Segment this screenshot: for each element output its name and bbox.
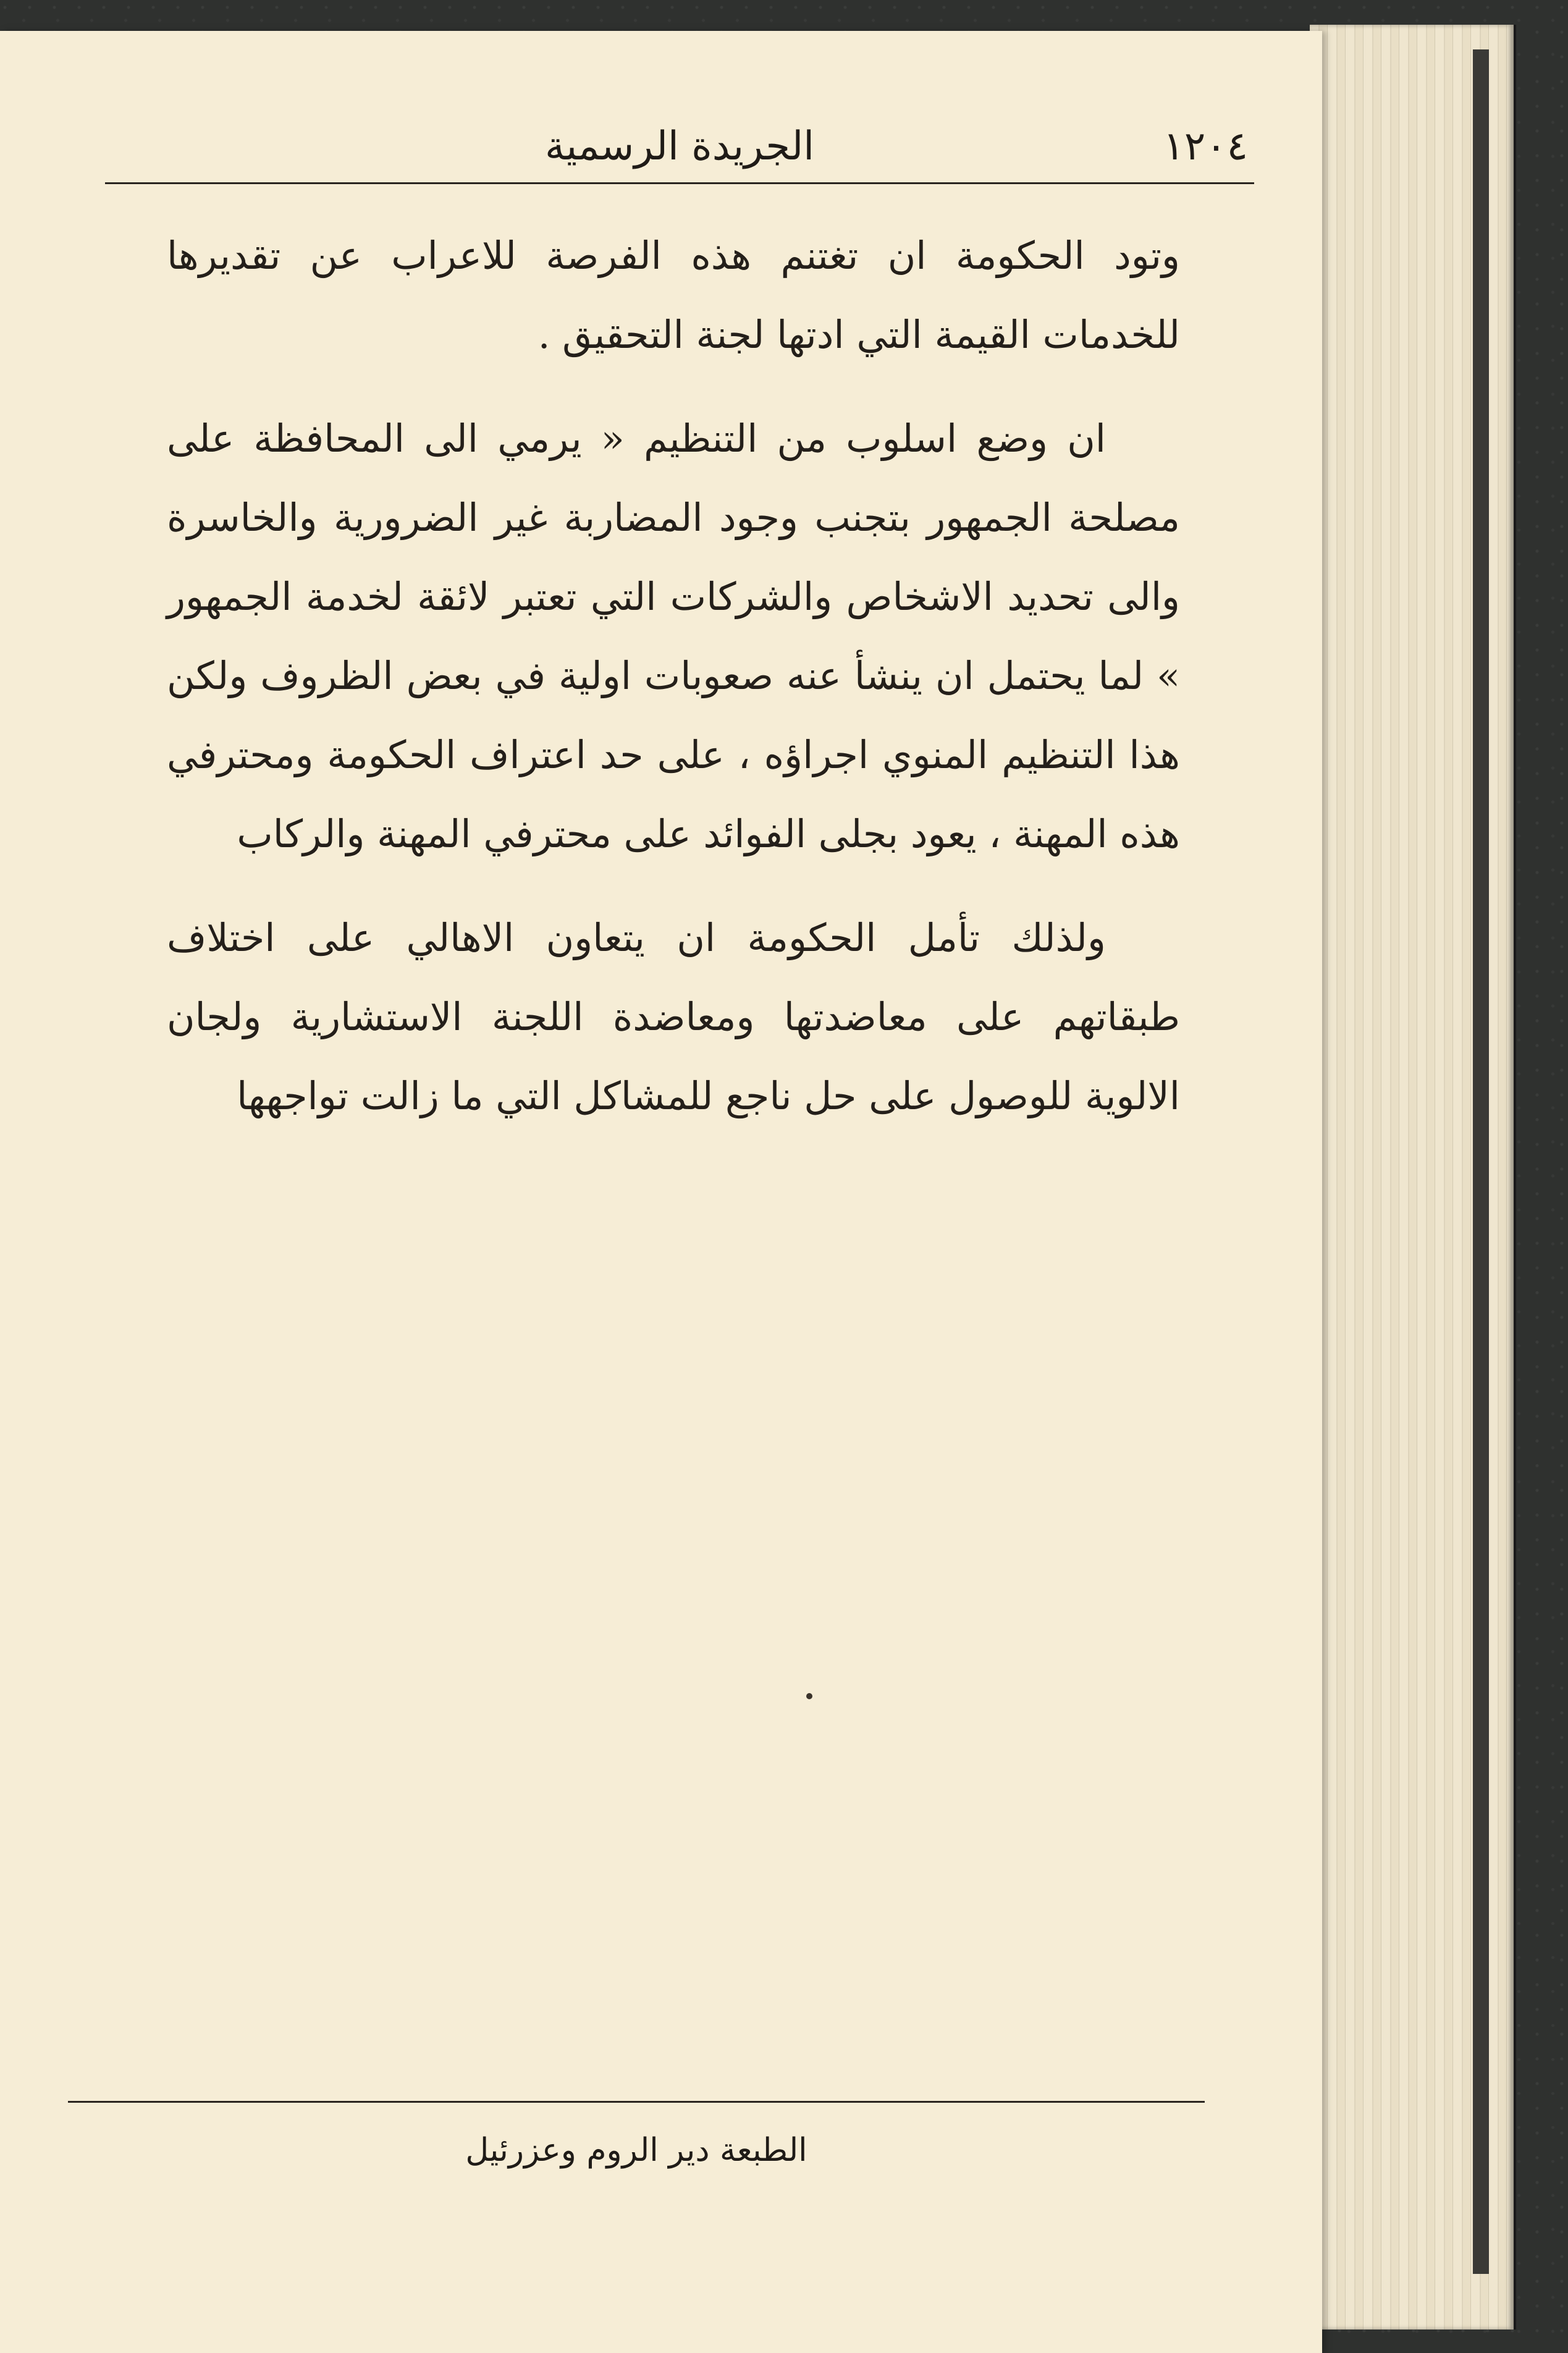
paragraph-2: ان وضع اسلوب من التنظيم « يرمي الى المحافظة على مصلحة الجمهور بتجنب وجود المضاربة غير الضرورية والخاسرة والى تحديد الاشخاص والشركات التي تعتبر لائقة لخدمة الجمهور » لما يحتمل ان ينشأ عنه صعوبات اولية في بعض الظروف ولكن هذا التنظيم المنوي اجراؤه ، على حد اعتراف الحكومة ومحترفي هذه المهنة ، يعود بجلى الفوائد على محترفي المهنة والركاب [167,416,1180,856]
page-header [105,108,1254,184]
footer-rule [68,2101,1205,2103]
binding-band [1473,49,1489,2274]
body-text [167,216,1180,1160]
paragraph-1: وتود الحكومة ان تغتنم هذه الفرصة للاعراب عن تقديرها للخدمات القيمة التي ادتها لجنة التحقيق . [167,233,1180,357]
page-number: ١٢٠٤ [1163,124,1248,169]
paragraph-3: ولذلك تأمل الحكومة ان يتعاون الاهالي على اختلاف طبقاتهم على معاضدتها ومعاضدة اللجنة الاستشارية ولجان الالوية للوصول على حل ناجع للمشاكل التي ما زالت تواجهها [167,915,1180,1118]
page-edges [1310,25,1516,2330]
document-page [0,31,1322,2353]
ink-speck [806,1693,812,1699]
journal-title: الجريدة الرسمية [544,124,815,169]
printer-imprint: الطبعة دير الروم وعزرئيل [465,2132,807,2169]
